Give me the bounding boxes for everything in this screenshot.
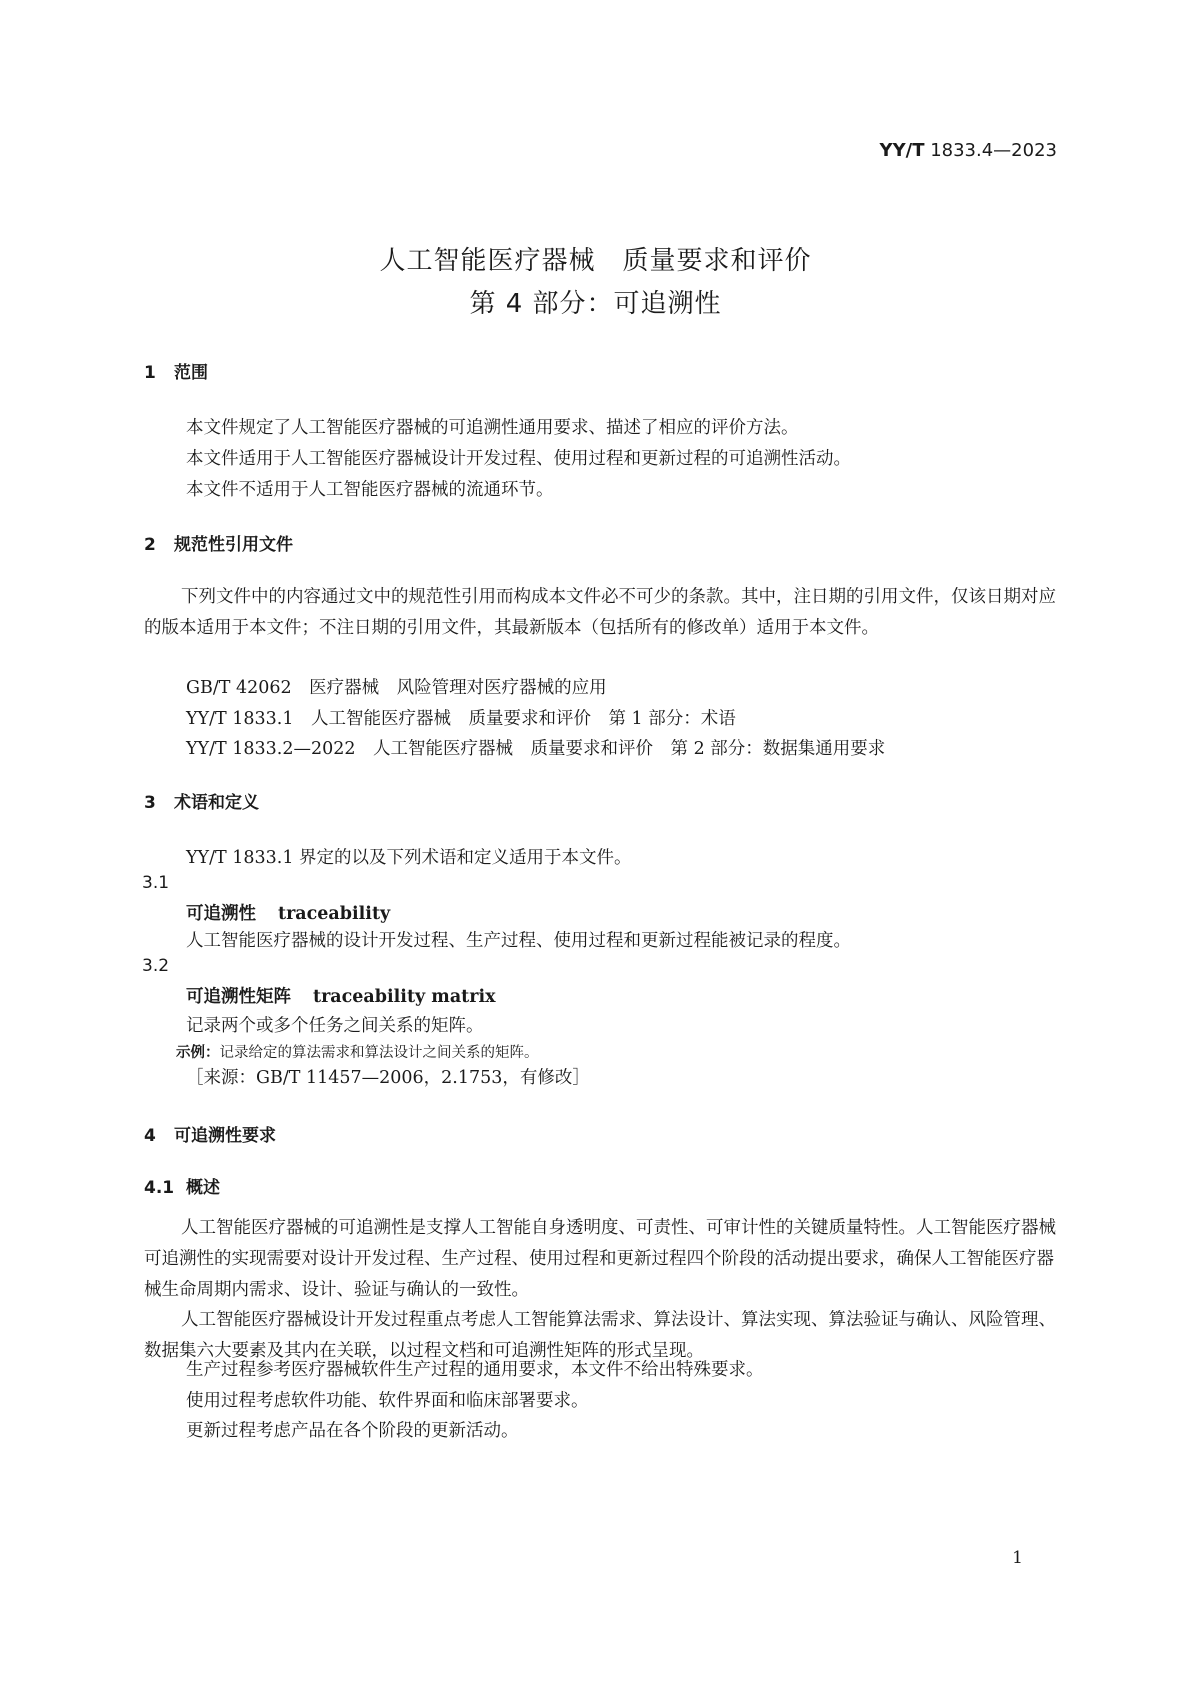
term-chinese: 可追溯性	[186, 904, 256, 924]
section-heading-normative-references	[144, 530, 293, 555]
section-title: 术语和定义	[174, 793, 259, 813]
subsection-heading-overview	[144, 1173, 220, 1198]
paragraph: 本文件规定了人工智能医疗器械的可追溯性通用要求、描述了相应的评价方法。	[186, 418, 799, 438]
term-source: ［来源：GB/T 11457—2006，2.1753，有修改］	[186, 1068, 590, 1088]
page-number: 1	[1012, 1548, 1023, 1568]
section-number: 2	[144, 535, 156, 555]
document-title: 人工智能医疗器械 质量要求和评价	[379, 246, 812, 276]
example-label: 示例：	[176, 1045, 220, 1061]
paragraph: 人工智能医疗器械的可追溯性是支撑人工智能自身透明度、可责性、可审计性的关键质量特性。人工智能医疗器械可追溯性的实现需要对设计开发过程、生产过程、使用过程和更新过程四个阶段的活动提出要求，确保人工智能医疗器械生命周期内需求、设计、验证与确认的一致性。	[144, 1218, 1056, 1300]
section-number: 3	[144, 793, 156, 813]
paragraph: 本文件适用于人工智能医疗器械设计开发过程、使用过程和更新过程的可追溯性活动。	[186, 449, 851, 469]
section-heading-scope	[144, 358, 208, 383]
section-number: 4	[144, 1126, 156, 1146]
section-title: 可追溯性要求	[174, 1126, 276, 1146]
document-subtitle: 第 4 部分：可追溯性	[469, 289, 722, 319]
section-number: 1	[144, 363, 156, 383]
term-number: 3.2	[142, 956, 170, 976]
reference-item: YY/T 1833.2—2022 人工智能医疗器械 质量要求和评价 第 2 部分：数据集通用要求	[186, 739, 886, 759]
term-english: traceability matrix	[313, 987, 496, 1007]
term-entry	[186, 983, 496, 1008]
paragraph: 更新过程考虑产品在各个阶段的更新活动。	[186, 1421, 519, 1441]
term-chinese: 可追溯性矩阵	[186, 987, 291, 1007]
paragraph: 使用过程考虑软件功能、软件界面和临床部署要求。	[186, 1391, 589, 1411]
subsection-title: 概述	[186, 1178, 220, 1198]
paragraph: 生产过程参考医疗器械软件生产过程的通用要求，本文件不给出特殊要求。	[186, 1360, 764, 1380]
paragraph: YY/T 1833.1 界定的以及下列术语和定义适用于本文件。	[186, 848, 632, 868]
subsection-number: 4.1	[144, 1178, 175, 1198]
document-code	[880, 140, 1057, 161]
section-title: 范围	[174, 363, 208, 383]
term-definition: 人工智能医疗器械的设计开发过程、生产过程、使用过程和更新过程能被记录的程度。	[186, 931, 851, 951]
document-code-number: 1833.4—2023	[930, 140, 1057, 161]
paragraph: 本文件不适用于人工智能医疗器械的流通环节。	[186, 480, 554, 500]
reference-item: YY/T 1833.1 人工智能医疗器械 质量要求和评价 第 1 部分：术语	[186, 709, 736, 729]
term-number: 3.1	[142, 873, 170, 893]
term-entry	[186, 900, 390, 925]
term-example	[176, 1041, 539, 1062]
term-english: traceability	[278, 904, 391, 924]
example-text: 记录给定的算法需求和算法设计之间关系的矩阵。	[219, 1045, 539, 1061]
reference-item: GB/T 42062 医疗器械 风险管理对医疗器械的应用	[186, 678, 607, 698]
paragraph: 人工智能医疗器械设计开发过程重点考虑人工智能算法需求、算法设计、算法实现、算法验证与确认、风险管理、数据集六大要素及其内在关联，以过程文档和可追溯性矩阵的形式呈现。	[144, 1310, 1056, 1361]
term-definition: 记录两个或多个任务之间关系的矩阵。	[186, 1016, 484, 1036]
paragraph: 下列文件中的内容通过文中的规范性引用而构成本文件必不可少的条款。其中，注日期的引用文件，仅该日期对应的版本适用于本文件；不注日期的引用文件，其最新版本（包括所有的修改单）适用于本文件。	[144, 587, 1056, 638]
document-code-prefix: YY/T	[879, 140, 925, 161]
section-heading-terms	[144, 788, 259, 813]
section-title: 规范性引用文件	[174, 535, 293, 555]
section-heading-traceability-requirements	[144, 1121, 276, 1146]
